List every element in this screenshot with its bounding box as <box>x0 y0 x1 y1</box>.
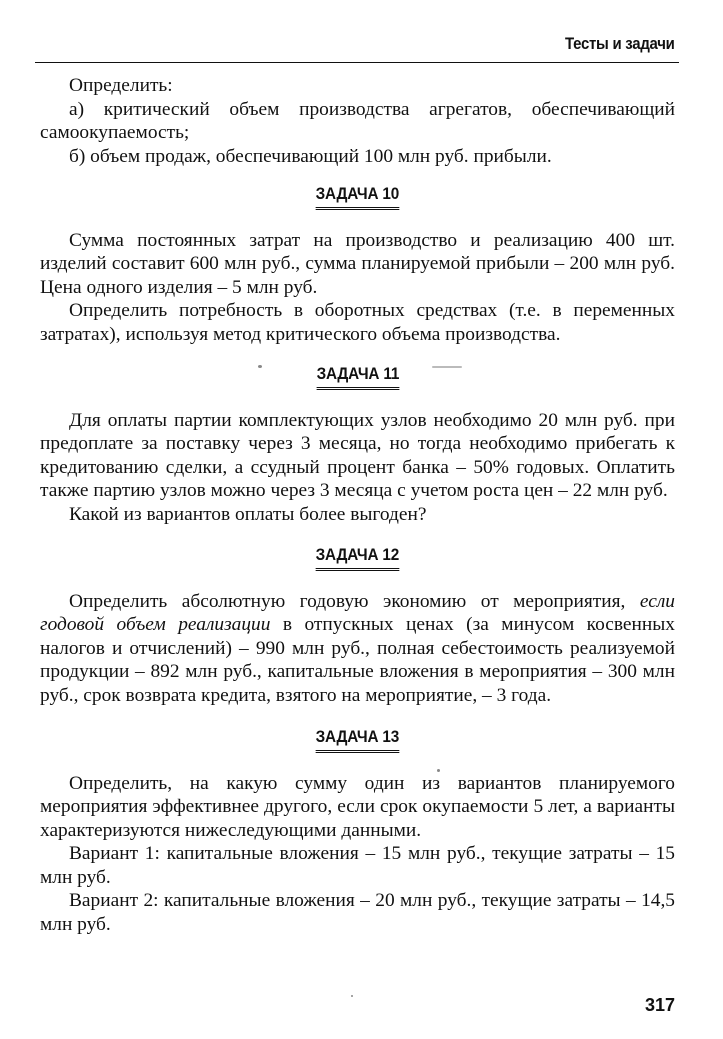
scan-speck <box>432 366 462 368</box>
intro-paragraph: Определить: <box>69 75 173 96</box>
task-13-paragraph: Определить, на какую сумму один из вариантов планируемого мероприятия эффективнее другого, если срок окупаемости 5 лет, а варианты характеризуются нижеследующими данными. <box>40 772 675 841</box>
intro-paragraph: б) объем продаж, обеспечивающий 100 млн руб. прибыли. <box>69 145 552 167</box>
running-title: Тесты и задачи <box>565 34 675 53</box>
page-body <box>40 74 675 936</box>
task-11-paragraph: Какой из вариантов оплаты более выгоден? <box>69 503 427 525</box>
task-13-heading: ЗАДАЧА 13 <box>40 725 675 753</box>
task-10-paragraph: Определить потребность в оборотных средствах (т.е. в переменных затратах), используя метод критического объема производства. <box>40 300 675 345</box>
task-12-heading: ЗАДАЧА 12 <box>40 543 675 571</box>
scan-speck <box>437 769 440 772</box>
scan-speck <box>351 995 353 997</box>
header-rule <box>35 62 679 63</box>
scan-speck <box>258 365 262 368</box>
intro-paragraph: а) критический объем производства агрегатов, обеспечивающий самоокупаемость; <box>40 98 675 143</box>
task-11-heading: ЗАДАЧА 11 <box>40 362 675 390</box>
task-12-paragraph: Определить абсолютную годовую экономию от мероприятия, если годовой объем реализации в отпускных ценах (за минусом косвенных налогов и отчислений) – 990 млн руб., полная себестоимость реализуемой продукции – 892 млн руб., капитальные вложения в мероприятия – 300 млн руб., срок возврата кредита, взятого на мероприятие, – 3 года. <box>40 590 676 706</box>
task-13-paragraph: Вариант 1: капитальные вложения – 15 млн руб., текущие затраты – 15 млн руб. <box>40 843 675 888</box>
task-10-heading: ЗАДАЧА 10 <box>40 182 675 210</box>
task-11-paragraph: Для оплаты партии комплектующих узлов необходимо 20 млн руб. при предоплате за поставку через 3 месяца, но тогда необходимо прибегать к кредитованию сделки, а ссудный процент банка – 50% годовых. Оплатить также партию узлов можно через 3 месяца с учетом роста цен – 22 млн руб. <box>40 409 675 501</box>
task-10-paragraph: Сумма постоянных затрат на производство и реализацию 400 шт. изделий составит 600 млн руб., сумма планируемой прибыли – 200 млн руб. Цена одного изделия – 5 млн руб. <box>40 229 675 298</box>
page-number: 317 <box>644 995 675 1015</box>
task-13-paragraph: Вариант 2: капитальные вложения – 20 млн руб., текущие затраты – 14,5 млн руб. <box>40 890 675 935</box>
